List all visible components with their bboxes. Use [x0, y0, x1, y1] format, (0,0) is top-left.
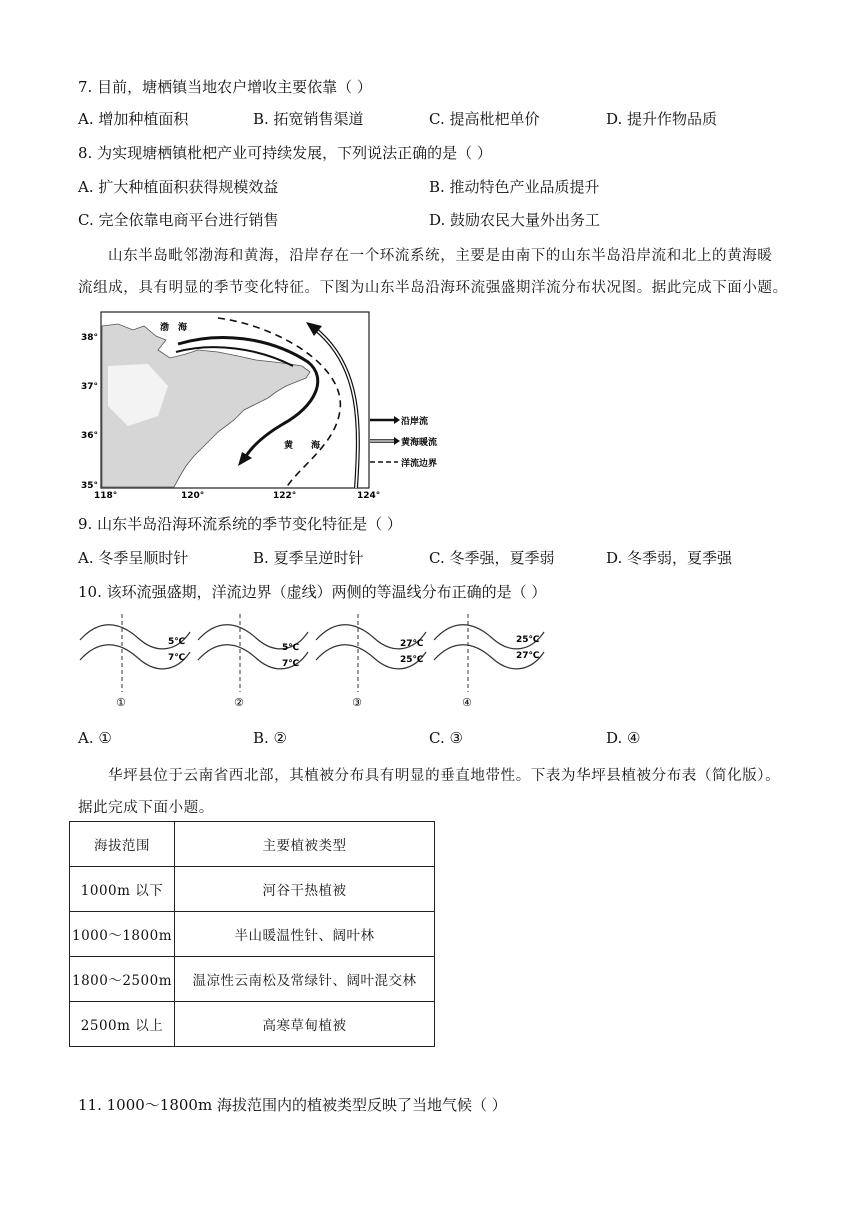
diagram4-num: ④ — [462, 696, 472, 709]
passage2-line2: 据此完成下面小题。 — [78, 800, 214, 816]
legend-coastal-label: 沿岸流 — [401, 417, 429, 427]
table-cell: 1000～1800m — [70, 912, 175, 957]
isotherm-diagrams — [78, 610, 548, 710]
diagram1-num: ① — [116, 696, 126, 709]
lat-35: 35° — [81, 481, 99, 491]
q10-stem: 10. 该环流强盛期，洋流边界（虚线）两侧的等温线分布正确的是（ ） — [78, 583, 547, 601]
table-row — [70, 912, 435, 957]
q10-option-c: C. ③ — [429, 729, 463, 747]
isotherm-diagram-3 — [316, 614, 426, 709]
lat-36: 36° — [81, 431, 99, 441]
q8-option-c: C. 完全依靠电商平台进行销售 — [78, 211, 279, 229]
lat-37: 37° — [81, 382, 99, 392]
q7-option-c: C. 提高枇杷单价 — [429, 110, 540, 128]
table-row — [70, 957, 435, 1002]
q9-stem: 9. 山东半岛沿海环流系统的季节变化特征是（ ） — [78, 515, 402, 533]
q10-option-b: B. ② — [253, 729, 288, 747]
q10-option-d: D. ④ — [606, 729, 641, 747]
table-cell: 温凉性云南松及常绿针、阔叶混交林 — [175, 957, 435, 1002]
lon-118: 118° — [94, 491, 118, 501]
diagram3-bottom: 25℃ — [400, 655, 424, 665]
lon-122: 122° — [273, 491, 297, 501]
lon-124: 124° — [357, 491, 381, 501]
lon-120: 120° — [181, 491, 205, 501]
table-cell: 半山暖温性针、阔叶林 — [175, 912, 435, 957]
label-huanghai: 黄 海 — [284, 441, 321, 451]
diagram1-bottom: 7℃ — [168, 653, 186, 663]
diagram2-top: 5℃ — [282, 643, 300, 653]
q11-stem: 11. 1000～1800m 海拔范围内的植被类型反映了当地气候（ ） — [78, 1096, 507, 1114]
diagram3-num: ③ — [352, 696, 362, 709]
q7-option-d: D. 提升作物品质 — [606, 110, 718, 128]
passage1-line1: 山东半岛毗邻渤海和黄海，沿岸存在一个环流系统，主要是由南下的山东半岛沿岸流和北上的黄海暖 — [108, 248, 773, 264]
ocean-current-map — [78, 306, 438, 501]
passage2-line1: 华坪县位于云南省西北部，其植被分布具有明显的垂直地带性。下表为华坪县植被分布表（简化版）。 — [108, 768, 781, 784]
table-cell: 高寒草甸植被 — [175, 1002, 435, 1047]
q7-option-a: A. 增加种植面积 — [78, 110, 189, 128]
legend-boundary-label: 洋流边界 — [401, 459, 438, 469]
table-row — [70, 1002, 435, 1047]
isotherm-diagram-4 — [434, 614, 544, 709]
table-header-altitude: 海拔范围 — [70, 822, 175, 867]
q8-stem: 8. 为实现塘栖镇枇杷产业可持续发展，下列说法正确的是（ ） — [78, 144, 492, 162]
table-header-vegetation: 主要植被类型 — [175, 822, 435, 867]
diagram2-num: ② — [234, 696, 244, 709]
table-row — [70, 867, 435, 912]
table-cell: 1800～2500m — [70, 957, 175, 1002]
vegetation-table — [69, 821, 435, 1047]
q8-option-a: A. 扩大种植面积获得规模效益 — [78, 178, 279, 196]
label-bohai: 渤 海 — [160, 323, 188, 333]
q9-option-c: C. 冬季强，夏季弱 — [429, 549, 555, 567]
table-header-row — [70, 822, 435, 867]
diagram4-top: 25℃ — [516, 635, 540, 645]
q9-option-b: B. 夏季呈逆时针 — [253, 549, 364, 567]
isotherm-diagram-2 — [198, 614, 308, 709]
q8-option-d: D. 鼓励农民大量外出务工 — [429, 211, 601, 229]
diagram4-bottom: 27℃ — [516, 651, 540, 661]
q8-option-b: B. 推动特色产业品质提升 — [429, 178, 600, 196]
diagram2-bottom: 7℃ — [282, 659, 300, 669]
diagram3-top: 27℃ — [400, 639, 424, 649]
legend-warm-label: 黄海暖流 — [401, 438, 438, 448]
q9-option-d: D. 冬季弱，夏季强 — [606, 549, 733, 567]
q7-stem: 7. 目前，塘栖镇当地农户增收主要依靠（ ） — [78, 78, 372, 96]
table-cell: 2500m 以上 — [70, 1002, 175, 1047]
table-cell: 1000m 以下 — [70, 867, 175, 912]
isotherm-diagram-1 — [80, 614, 190, 709]
q9-option-a: A. 冬季呈顺时针 — [78, 549, 189, 567]
lat-38: 38° — [81, 333, 99, 343]
passage1-line2: 流组成，具有明显的季节变化特征。下图为山东半岛沿海环流强盛期洋流分布状况图。据此完成下面小题。 — [78, 280, 788, 296]
q10-option-a: A. ① — [78, 729, 112, 747]
diagram1-top: 5℃ — [168, 637, 186, 647]
table-cell: 河谷干热植被 — [175, 867, 435, 912]
q7-option-b: B. 拓宽销售渠道 — [253, 110, 364, 128]
